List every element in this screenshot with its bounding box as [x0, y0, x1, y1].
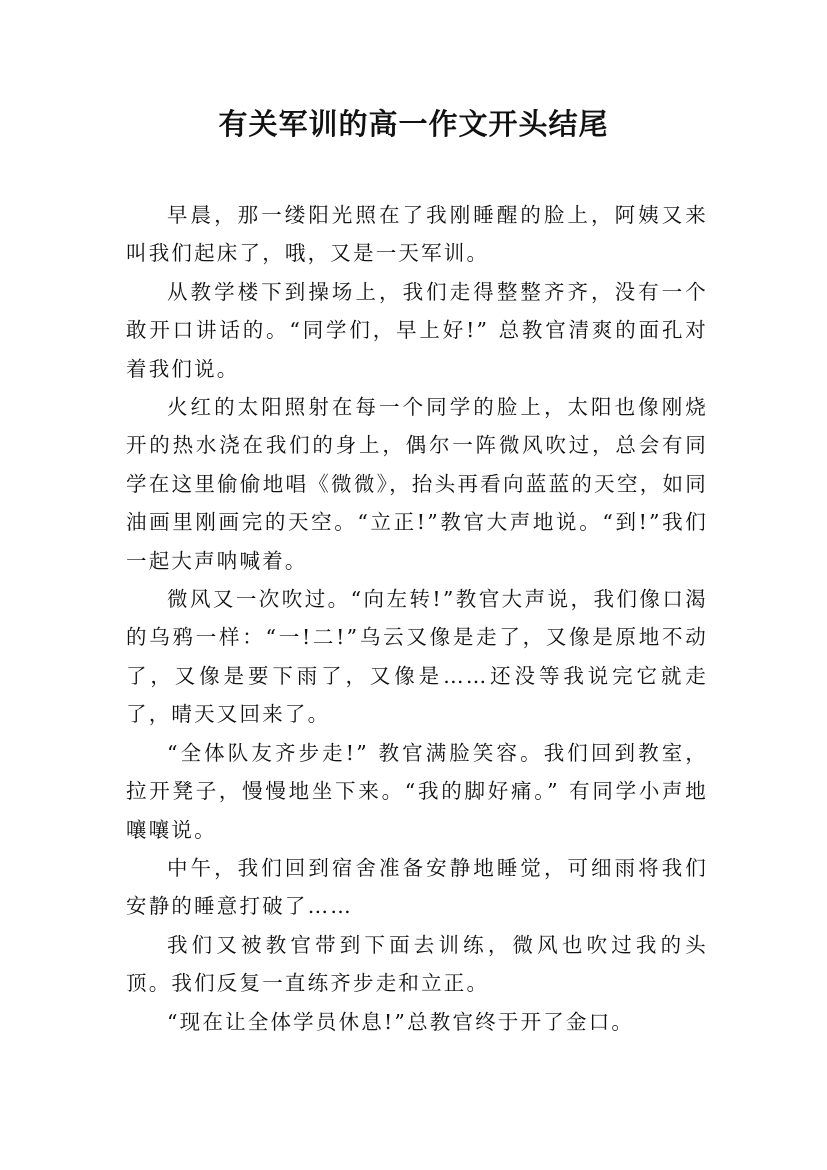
paragraph-7: 我们又被教官带到下面去训练，微风也吹过我的头顶。我们反复一直练齐步走和立正。 — [126, 932, 708, 996]
document-body — [126, 196, 708, 1041]
paragraph-2: 从教学楼下到操场上，我们走得整整齐齐，没有一个敢开口讲话的。“同学们，早上好!” 总教官清爽的面孔对着我们说。 — [126, 279, 708, 381]
paragraph-8: “现在让全体学员休息!”总教官终于开了金口。 — [167, 1009, 635, 1034]
paragraph-4: 微风又一次吹过。“向左转!”教官大声说，我们像口渴的乌鸦一样：“一!二!”乌云又像是走了，又像是原地不动了，又像是要下雨了，又像是……还没等我说完它就走了，晴天又回来了。 — [126, 587, 708, 727]
paragraph-6: 中午，我们回到宿舍准备安静地睡觉，可细雨将我们安静的睡意打破了…… — [126, 855, 708, 919]
paragraph-5: “全体队友齐步走!” 教官满脸笑容。我们回到教室，拉开凳子，慢慢地坐下来。“我的脚好痛。” 有同学小声地嚷嚷说。 — [126, 740, 708, 842]
paragraph-3: 火红的太阳照射在每一个同学的脸上，太阳也像刚烧开的热水浇在我们的身上，偶尔一阵微风吹过，总会有同学在这里偷偷地唱《微微》，抬头再看向蓝蓝的天空，如同油画里刚画完的天空。“立正!”教官大声地说。“到!”我们一起大声呐喊着。 — [126, 395, 708, 573]
document-title: 有关军训的高一作文开头结尾 — [218, 107, 609, 141]
paragraph-1: 早晨，那一缕阳光照在了我刚睡醒的脸上，阿姨又来叫我们起床了，哦，又是一天军训。 — [126, 203, 708, 266]
